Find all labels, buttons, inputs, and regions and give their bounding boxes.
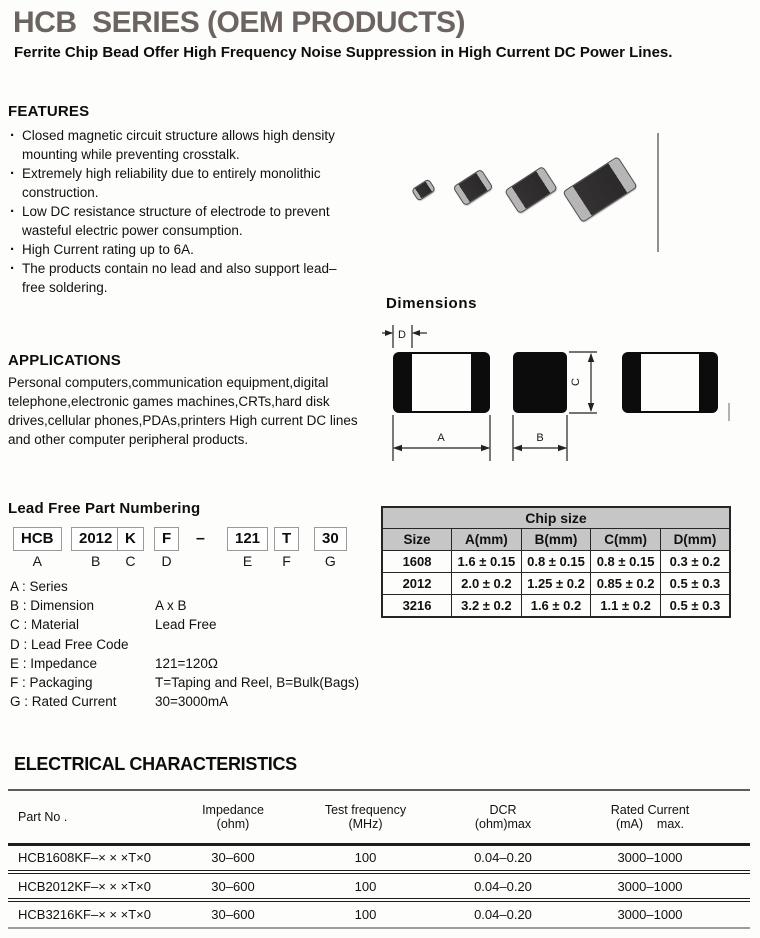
legend-row (10, 673, 359, 692)
header-line1: DCR (489, 802, 517, 817)
legend-value: T=Taping and Reel, B=Bulk(Bags) (155, 675, 360, 691)
part-numbering-legend (10, 577, 359, 711)
feature-item: · Closed magnetic circuit structure allows high density mounting while preventing crosstalk. (8, 126, 353, 164)
header-line2: (ohm)max (474, 816, 532, 831)
cell: 0.8 ± 0.15 (591, 551, 661, 573)
chip-bead-image (411, 178, 436, 201)
header-line1: Test frequency (324, 802, 407, 817)
legend-row (10, 635, 359, 654)
header-line2: (MHz) (348, 816, 383, 831)
table-row (8, 844, 750, 872)
part-no-cell: HCB1608KF–× × ×T×0 (18, 850, 151, 866)
part-number-separator: – (196, 530, 205, 547)
legend-label: B : Dimension (10, 598, 95, 614)
cell: 100 (354, 878, 377, 894)
feature-item: · High Current rating up to 6A. (8, 240, 353, 259)
dim-label-b: B (536, 432, 544, 444)
cell: 3.2 ± 0.2 (452, 595, 522, 618)
cell: 0.85 ± 0.2 (591, 573, 661, 595)
column-header (8, 790, 168, 844)
part-number-segment (227, 527, 268, 569)
legend-value: A x B (155, 598, 187, 614)
chip-bead-photo-small (452, 169, 493, 207)
cell: 3000–1000 (617, 878, 683, 894)
legend-row (10, 577, 359, 596)
legend-value: 30=3000mA (155, 694, 229, 710)
column-header (298, 790, 433, 844)
dimensions-diagram (380, 313, 760, 465)
legend-row (10, 596, 359, 615)
part-number-segment (314, 527, 347, 569)
cell: 0.3 ± 0.2 (660, 551, 730, 573)
header-line1: Part No . (18, 809, 68, 824)
chip-bead-photo-smallest (411, 178, 436, 201)
electrical-table (8, 789, 750, 929)
header-line2: (ohm) (216, 816, 250, 831)
cell: 100 (354, 907, 377, 922)
chip-bead-image (562, 156, 638, 223)
column-header: Size (382, 529, 452, 551)
part-code-letter: F (282, 553, 291, 569)
applications-text: Personal computers,communication equipment,digital telephone,electronic games machines,CRTs,hard disk drives,cellular phones,PDAs,printers High current DC lines and other computer peripheral products. (8, 375, 358, 447)
cell: 3000–1000 (617, 907, 683, 922)
part-code-letter: A (32, 553, 42, 569)
column-header (433, 790, 573, 844)
legend-label: D : Lead Free Code (10, 636, 129, 652)
part-number-segment (117, 527, 144, 569)
cell: 100 (354, 850, 377, 866)
part-number-segment (13, 527, 62, 569)
features-heading: FEATURES (8, 103, 90, 120)
legend-row (10, 654, 359, 673)
legend-value: Lead Free (155, 617, 217, 633)
cell: 2012 (382, 573, 452, 595)
cell: 1608 (382, 551, 452, 573)
cell: 1.6 ± 0.15 (452, 551, 522, 573)
cell: 0.04–0.20 (474, 878, 532, 894)
d-arrowhead (385, 330, 393, 336)
header-line1: Impedance (202, 802, 264, 817)
c-arrowhead (588, 403, 594, 412)
part-code-box: 2012 (71, 527, 120, 551)
cell: 30–600 (211, 850, 255, 866)
column-header: A(mm) (452, 529, 522, 551)
legend-value: 121=120Ω (155, 655, 219, 671)
a-arrowhead (393, 445, 402, 451)
part-code-letter: G (324, 553, 336, 569)
part-code-box: 121 (227, 527, 268, 551)
part-code-box: HCB (13, 527, 62, 551)
electrical-header-row (8, 790, 750, 844)
page-subtitle: Ferrite Chip Bead Offer High Frequency Noise Suppression in High Current DC Power Lines. (14, 44, 673, 61)
cell: 0.5 ± 0.3 (660, 595, 730, 618)
cell: 2.0 ± 0.2 (452, 573, 522, 595)
legend-label: G : Rated Current (10, 694, 117, 710)
part-code-box: T (274, 527, 299, 551)
part-no-cell: HCB3216KF–× × ×T×0 (18, 907, 151, 922)
chip-ceramic-area (641, 354, 699, 411)
cell: 1.1 ± 0.2 (591, 595, 661, 618)
chip-size-table (381, 506, 731, 618)
table-row (8, 900, 750, 928)
chip-outline-side-view (513, 352, 567, 413)
column-header (573, 790, 750, 844)
cell: 3216 (382, 595, 452, 618)
table-row (8, 872, 750, 900)
cell: 30–600 (211, 907, 255, 922)
dim-label-d: D (398, 329, 406, 341)
cell: 0.04–0.20 (474, 907, 532, 922)
feature-item: · The products contain no lead and also support lead–free soldering. (8, 259, 353, 297)
column-header: C(mm) (591, 529, 661, 551)
chip-size-table-title: Chip size (382, 507, 730, 529)
applications-heading: APPLICATIONS (8, 352, 121, 369)
part-code-box: 30 (314, 527, 347, 551)
chip-bead-image (504, 166, 558, 215)
b-arrowhead (558, 445, 567, 451)
cell: 0.04–0.20 (474, 850, 532, 866)
vertical-divider (657, 133, 659, 252)
column-header (168, 790, 298, 844)
part-number-segment (154, 527, 179, 569)
legend-label: E : Impedance (10, 655, 98, 671)
page-title: HCB SERIES (OEM PRODUCTS) (13, 6, 466, 39)
part-number-segment (71, 527, 120, 569)
features-list (8, 126, 353, 297)
feature-item: · Low DC resistance structure of electrode to prevent wasteful electric power consumption. (8, 202, 353, 240)
chip-bead-image (452, 169, 493, 207)
chip-ceramic-area (412, 354, 471, 411)
cell: 0.5 ± 0.3 (660, 573, 730, 595)
column-header: D(mm) (660, 529, 730, 551)
legend-label: C : Material (10, 617, 80, 633)
table-row (382, 573, 730, 595)
a-arrowhead (481, 445, 490, 451)
header-line2: (mA) max. (615, 816, 685, 831)
part-code-letter: D (161, 553, 172, 569)
electrical-heading: ELECTRICAL CHARACTERISTICS (14, 754, 297, 774)
b-arrowhead (513, 445, 522, 451)
part-code-letter: C (125, 553, 136, 569)
legend-row (10, 615, 359, 634)
column-header: B(mm) (521, 529, 591, 551)
cell: 30–600 (211, 878, 255, 894)
part-number-segment (274, 527, 299, 569)
c-arrowhead (588, 353, 594, 362)
part-code-box: K (117, 527, 144, 551)
chip-size-header-row (382, 529, 730, 551)
table-row (382, 551, 730, 573)
feature-item: · Extremely high reliability due to entirely monolithic construction. (8, 164, 353, 202)
dimensions-heading: Dimensions (386, 295, 478, 312)
cell: 1.6 ± 0.2 (521, 595, 591, 618)
legend-label: A : Series (10, 579, 68, 594)
cell: 0.8 ± 0.15 (521, 551, 591, 573)
cell: 1.25 ± 0.2 (521, 573, 591, 595)
dim-label-c: C (570, 378, 582, 386)
part-numbering-heading: Lead Free Part Numbering (8, 500, 201, 517)
d-arrowhead (412, 330, 420, 336)
part-no-cell: HCB2012KF–× × ×T×0 (18, 878, 151, 894)
legend-row (10, 692, 359, 711)
part-code-letter: B (91, 553, 101, 569)
header-line1: Rated Current (610, 802, 690, 817)
legend-label: F : Packaging (10, 675, 93, 691)
chip-bead-photo-large (562, 156, 638, 223)
cell: 3000–1000 (617, 850, 683, 866)
chip-bead-photo-medium (504, 166, 558, 215)
part-code-letter: E (242, 553, 253, 569)
table-row (382, 595, 730, 618)
part-code-box: F (154, 527, 179, 551)
dim-label-a: A (437, 432, 445, 444)
